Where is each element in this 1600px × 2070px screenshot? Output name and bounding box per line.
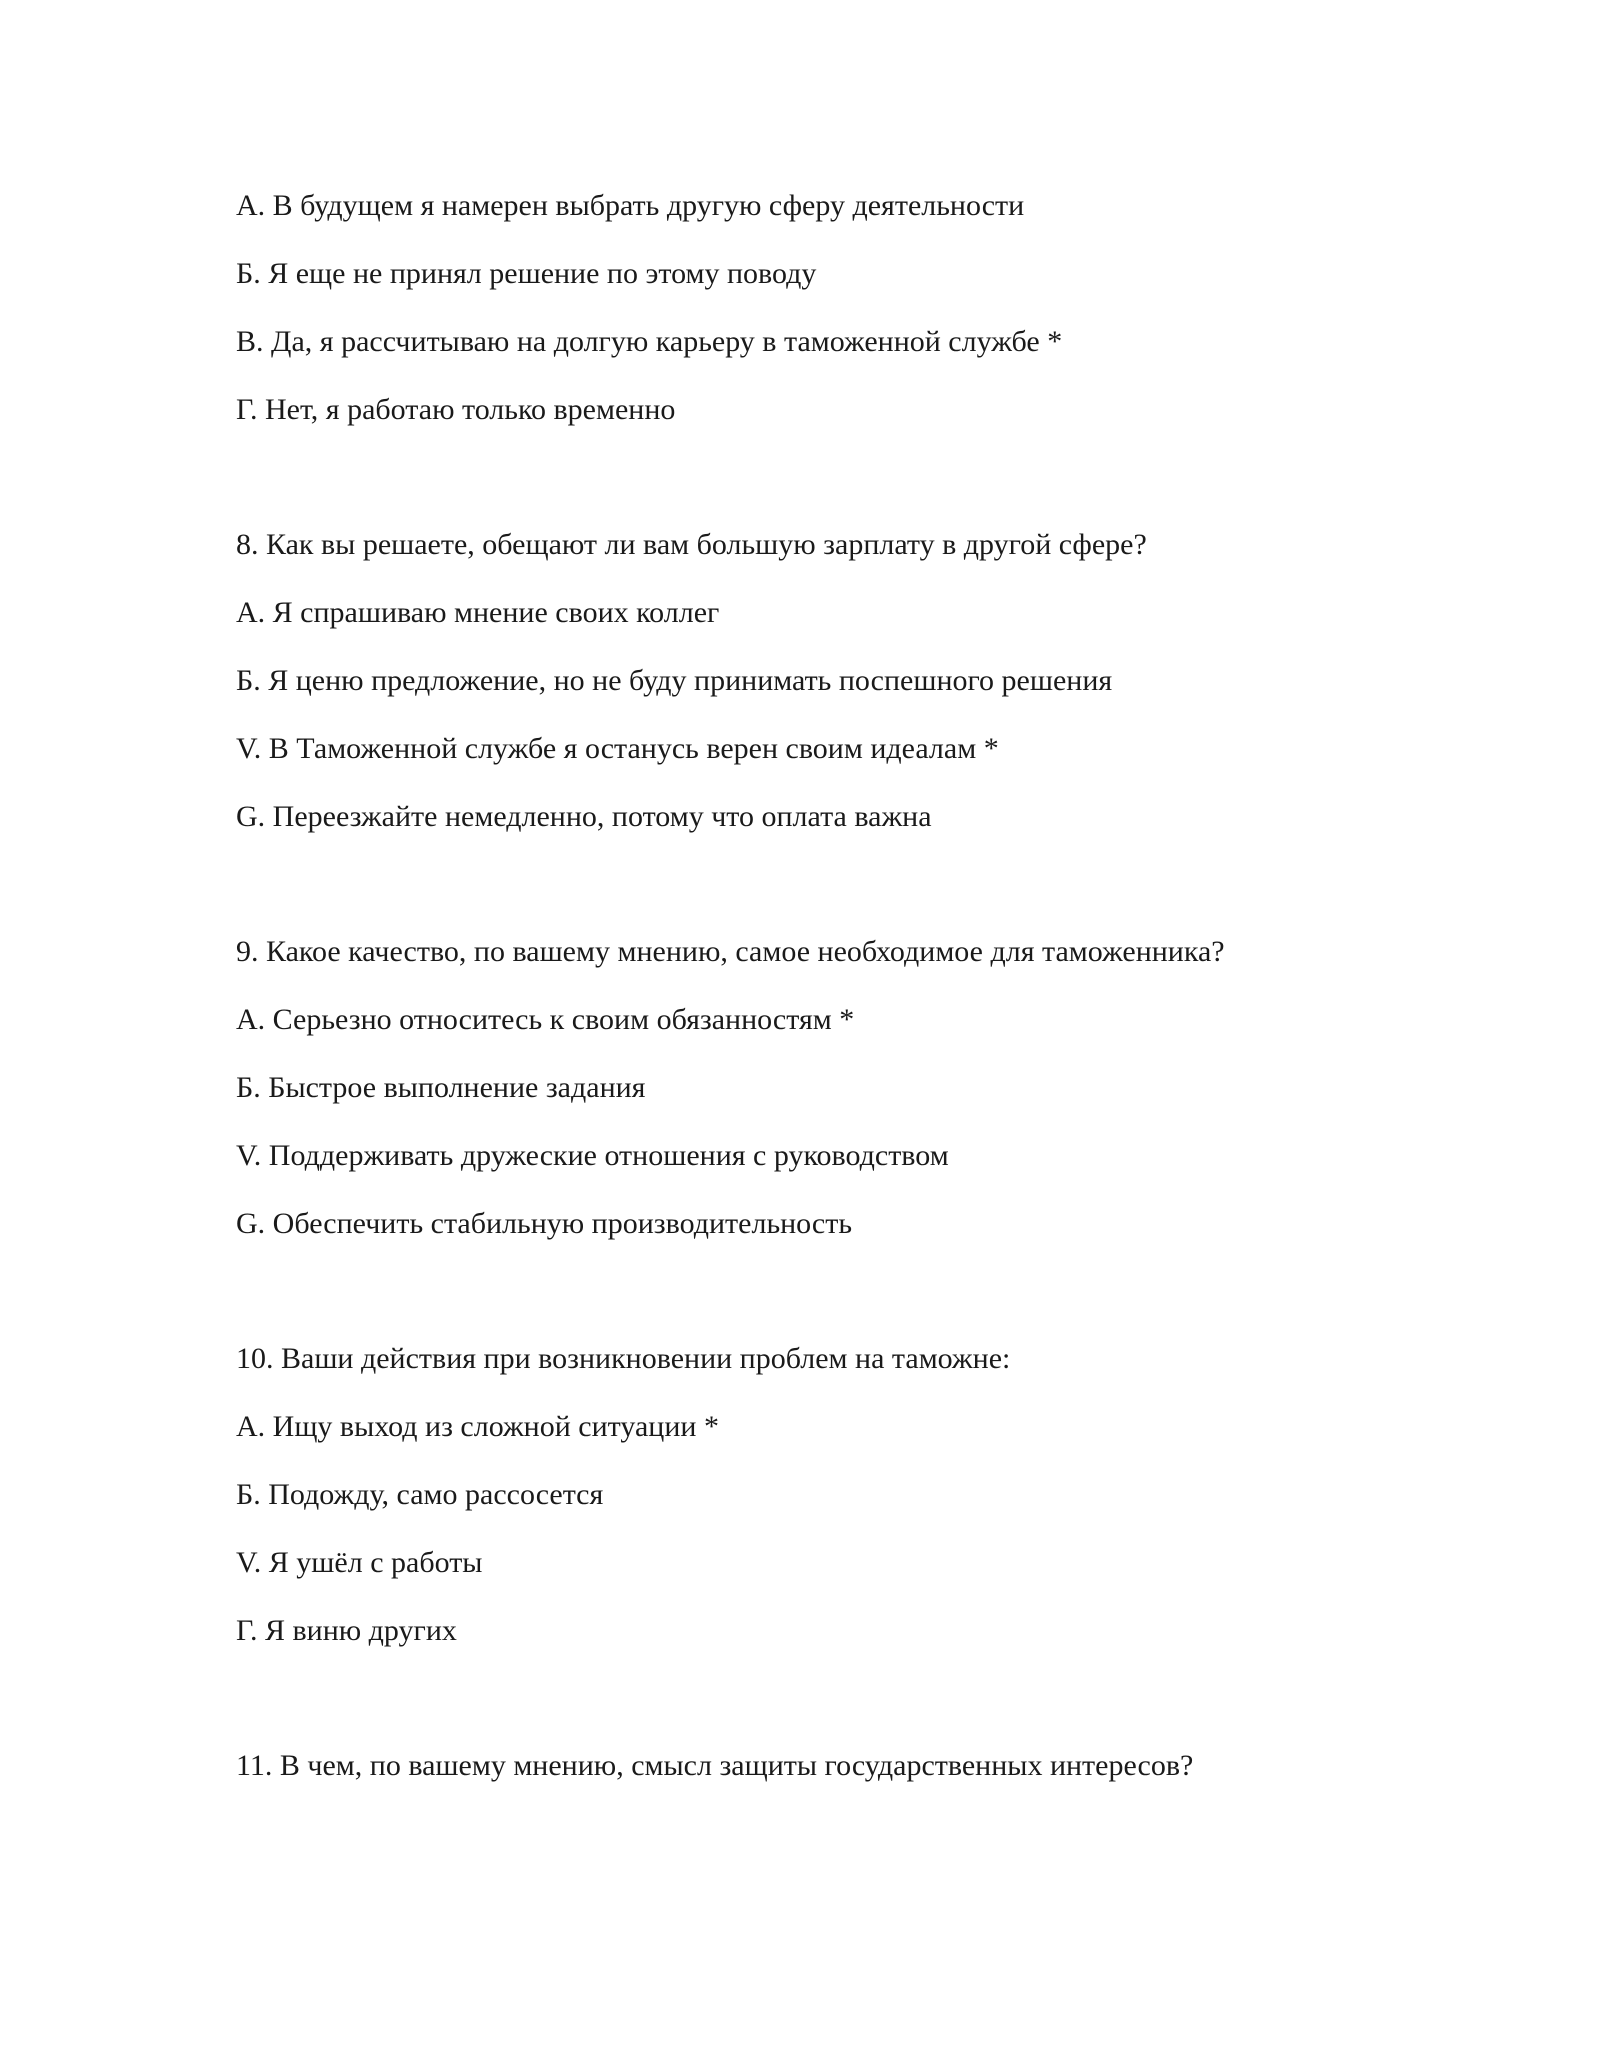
question-text: 10. Ваши действия при возникновении проблем на таможне:: [236, 1342, 1011, 1375]
answer-option: V. Я ушёл с работы: [236, 1546, 483, 1579]
question-text: 11. В чем, по вашему мнению, смысл защиты государственных интересов?: [236, 1749, 1194, 1782]
answer-option: V. Поддерживать дружеские отношения с руководством: [236, 1139, 949, 1172]
answer-option: Б. Я ценю предложение, но не буду принимать поспешного решения: [236, 664, 1113, 697]
answer-option: G. Переезжайте немедленно, потому что оплата важна: [236, 800, 932, 833]
question-text: 8. Как вы решаете, обещают ли вам большую зарплату в другой сфере?: [236, 528, 1147, 561]
answer-option: Г. Я виню других: [236, 1614, 457, 1647]
answer-option: А. Я спрашиваю мнение своих коллег: [236, 596, 720, 629]
answer-option: V. В Таможенной службе я останусь верен своим идеалам *: [236, 732, 999, 765]
answer-option: G. Обеспечить стабильную производительность: [236, 1207, 853, 1240]
question-text: 9. Какое качество, по вашему мнению, самое необходимое для таможенника?: [236, 935, 1225, 968]
answer-option: А. В будущем я намерен выбрать другую сферу деятельности: [236, 189, 1025, 222]
answer-option: В. Да, я рассчитываю на долгую карьеру в таможенной службе *: [236, 325, 1063, 358]
answer-option: Б. Подожду, само рассосется: [236, 1478, 604, 1511]
answer-option: А. Серьезно относитесь к своим обязанностям *: [236, 1003, 855, 1036]
answer-option: Б. Быстрое выполнение задания: [236, 1071, 646, 1104]
answer-option: Г. Нет, я работаю только временно: [236, 393, 676, 426]
answer-option: А. Ищу выход из сложной ситуации *: [236, 1410, 719, 1443]
answer-option: Б. Я еще не принял решение по этому поводу: [236, 257, 817, 290]
